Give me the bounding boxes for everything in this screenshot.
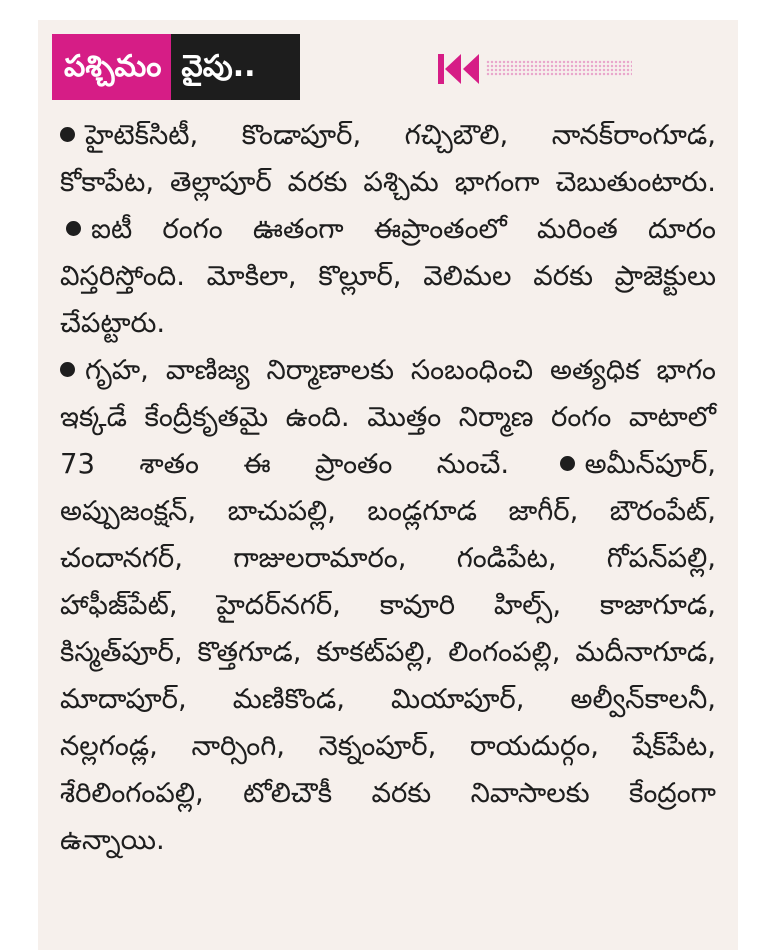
bullet-icon	[60, 362, 75, 377]
paragraph-1-part-2: ఐటీ రంగం ఊతంగా ఈప్రాంతంలో మరింత దూరం విస్తరిస్తోంది. మోకిలా, కొల్లూర్, వెలిమల వరకు ప్రాజెక్టులు చేపట్టారు.	[60, 213, 716, 339]
section-subtitle: వైపు..	[171, 34, 299, 100]
bullet-icon	[66, 221, 81, 236]
article-body	[60, 112, 716, 864]
paragraph-2-part-2: అమీన్‌పూర్, అప్పుజంక్షన్, బాచుపల్లి, బండ్లగూడ జాగీర్, బౌరంపేట్, చందానగర్, గాజులరామారం, గండిపేట, గోపన్‌పల్లి, హాఫీజ్‌పేట్, హైదర్‌నగర్, కావూరి హిల్స్, కాజాగూడ, కిస్మత్‌పూర్, కొత్తగూడ, కూకట్‌పల్లి, లింగంపల్లి, మదీనాగూడ, మాదాపూర్, మణికొండ, మియాపూర్, అల్వీన్‌కాలనీ, నల్లగండ్ల, నార్సింగి, నెక్నంపూర్, రాయదుర్గం, షేక్‌పేట, శేరిలింగంపల్లి, టోలిచౌకీ వరకు నివాసాలకు కేంద్రంగా ఉన్నాయి.	[60, 448, 717, 856]
section-header	[52, 34, 300, 100]
paragraph-2	[60, 347, 716, 864]
paragraph-1	[60, 112, 716, 347]
paragraph-2-part-1: గృహ, వాణిజ్య నిర్మాణాలకు సంబంధించి అత్యధిక భాగం ఇక్కడే కేంద్రీకృతమై ఉంది. మొత్తం నిర్మాణ రంగం వాటాలో 73 శాతం ఈ ప్రాంతం నుంచే.	[60, 354, 716, 480]
rewind-icon	[437, 52, 483, 86]
bullet-icon	[60, 127, 75, 142]
dotted-rule	[486, 60, 632, 76]
paragraph-1-part-1: హైటెక్‌సిటీ, కొండాపూర్, గచ్చిబౌలి, నానక్‌రాంగూడ, కోకాపేట, తెల్లాపూర్ వరకు పశ్చిమ భాగంగా చెబుతుంటారు.	[60, 119, 716, 198]
section-title: పశ్చిమం	[52, 34, 171, 100]
bullet-icon	[560, 456, 575, 471]
